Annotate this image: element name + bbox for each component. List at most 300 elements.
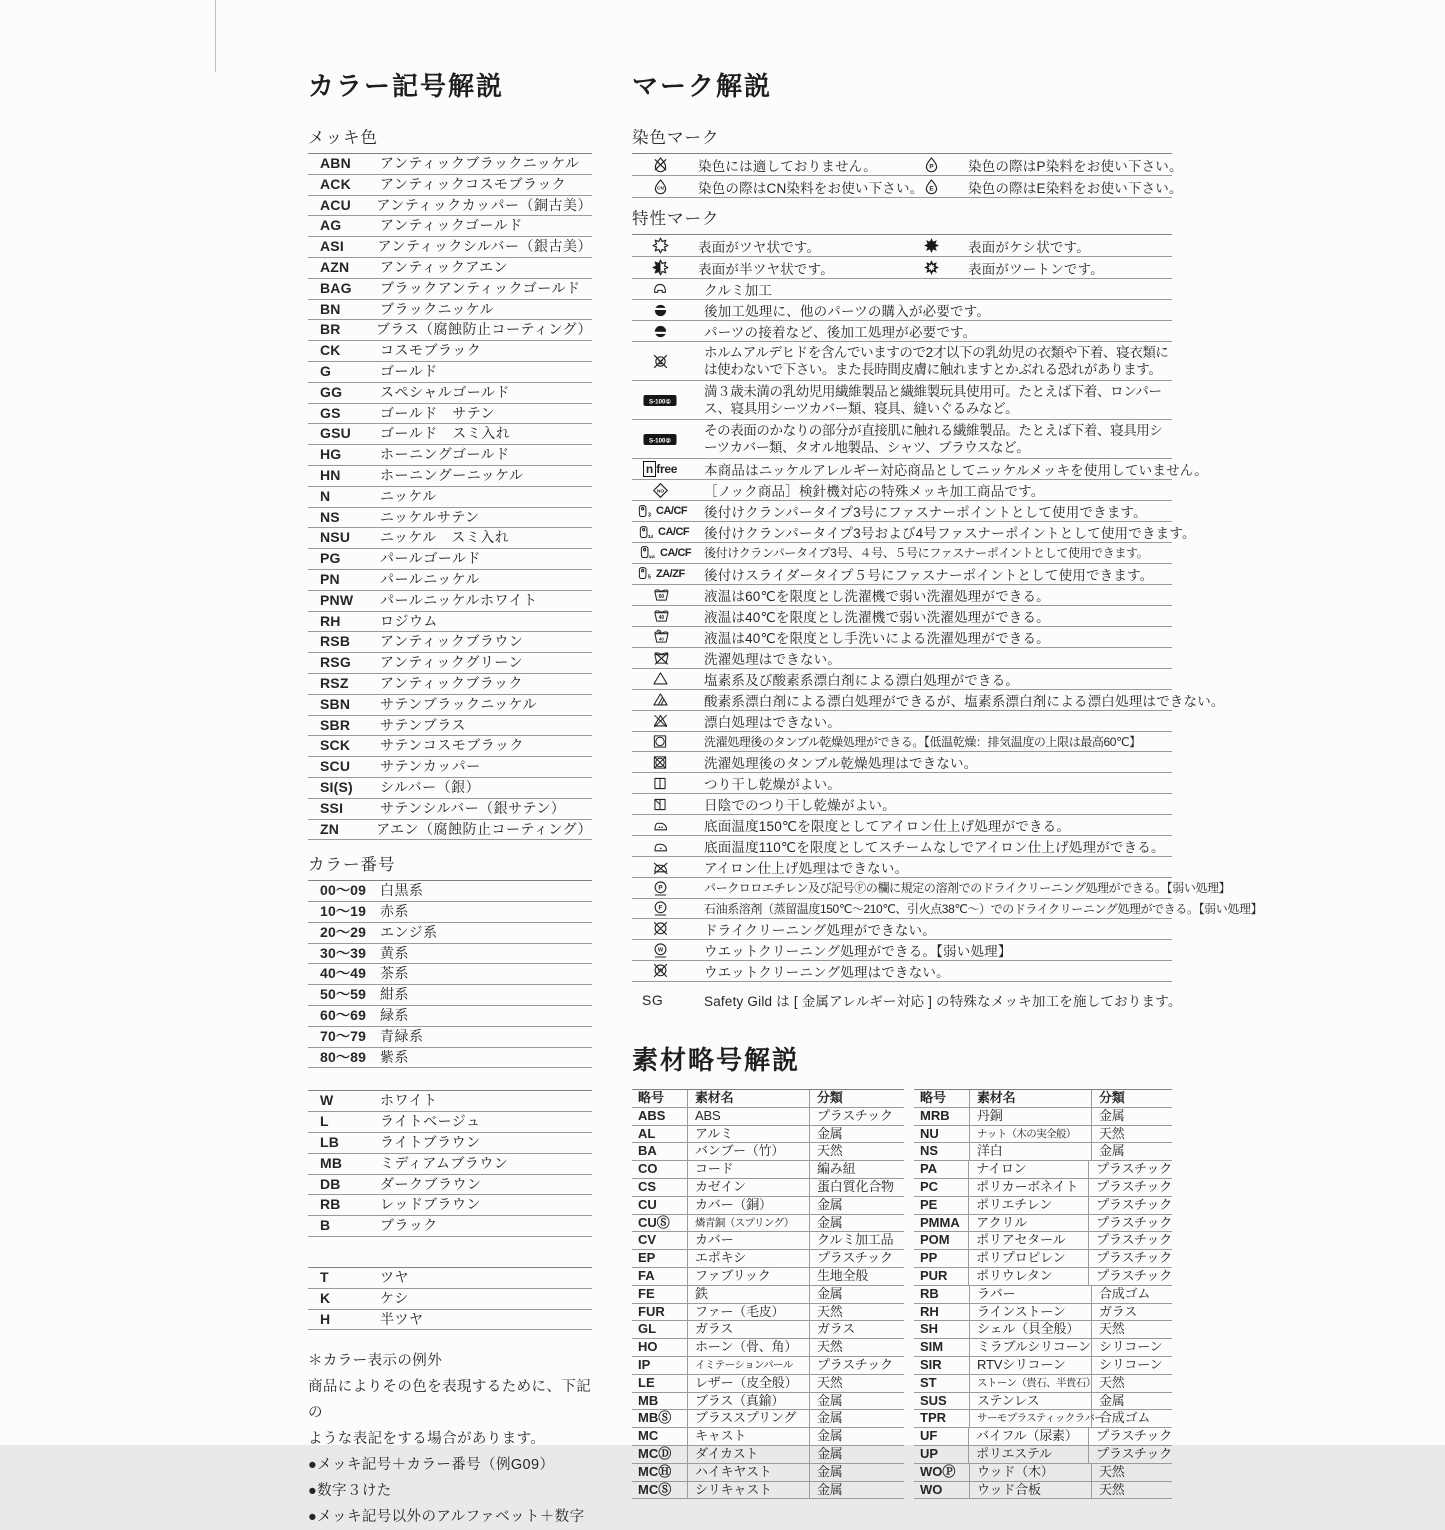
dye-mark-icon — [904, 178, 968, 195]
number-range: 80～89 — [320, 1048, 367, 1065]
trait-mark-icon — [632, 393, 704, 408]
color-name: ニッケル — [380, 487, 437, 504]
table-row — [632, 342, 1172, 381]
material-code: CO — [632, 1161, 688, 1178]
material-category: プラスチック — [1096, 1428, 1172, 1444]
color-code: SCK — [320, 737, 351, 754]
material-name: ウッド合板 — [970, 1482, 1092, 1499]
table-row — [914, 1393, 1172, 1411]
trait-mark-icon — [632, 432, 704, 447]
material-name: レザー（皮全般） — [688, 1375, 810, 1392]
table-row — [632, 480, 1172, 501]
table-row — [308, 799, 592, 820]
dye-mark-text: 染色の際はCN染料をお使い下さい。 — [698, 180, 924, 196]
material-category: プラスチック — [817, 1356, 893, 1372]
svg-text:40: 40 — [658, 636, 664, 642]
header-category: 分類 — [1099, 1090, 1125, 1105]
trait-mark-label: 特性マーク — [632, 210, 720, 228]
table-row — [308, 632, 592, 653]
footnote-line: ●メッキ記号以外のアルファベット＋数字 — [308, 1509, 585, 1526]
table-row — [914, 1428, 1172, 1446]
trait-mark-text: 表面がツートンです。 — [968, 261, 1104, 277]
trait-mark-text: 満３歳未満の乳幼児用繊維製品と繊維製玩具使用可。たとえば下着、ロンパース、寝具用シーツカバー類、寝具、縫いぐるみなど。 — [704, 384, 1162, 416]
material-category: ガラス — [1099, 1303, 1138, 1319]
material-category: プラスチック — [1096, 1178, 1172, 1194]
color-name: サテンコスモブラック — [380, 737, 525, 754]
finish-table — [308, 1267, 592, 1330]
material-code: CS — [632, 1179, 688, 1196]
color-family: 赤系 — [380, 903, 409, 920]
color-family: 白黒系 — [380, 882, 424, 899]
material-category: プラスチック — [1096, 1214, 1172, 1230]
material-name: ポリエチレン — [969, 1197, 1089, 1214]
svg-text:F: F — [658, 904, 662, 912]
trait-mark-text: 液温は40℃を限度とし手洗いによる洗濯処理ができる。 — [704, 630, 1050, 646]
material-code: SH — [914, 1321, 970, 1338]
material-name: カゼイン — [688, 1179, 810, 1196]
material-code: BA — [632, 1143, 688, 1160]
table-row — [632, 1179, 904, 1197]
table-row — [632, 176, 1183, 198]
material-code: MC — [632, 1428, 688, 1445]
color-name: レッドブラウン — [380, 1196, 481, 1213]
table-row — [632, 1286, 904, 1304]
table-row — [632, 1197, 904, 1215]
table-row — [308, 612, 592, 633]
material-category: プラスチック — [1096, 1445, 1172, 1461]
trait-mark-icon — [632, 963, 704, 979]
color-name: アンティックゴールド — [380, 217, 523, 234]
material-code: SIR — [914, 1357, 970, 1374]
table-row — [308, 1048, 592, 1069]
table-row — [632, 627, 1172, 648]
trait-mark-icon — [632, 504, 704, 519]
material-code: UP — [914, 1446, 969, 1463]
color-name: ゴールド — [380, 362, 438, 379]
color-name: パールゴールド — [380, 550, 481, 567]
material-name: ナット（木の実全般） — [970, 1126, 1092, 1143]
number-range: 10～19 — [320, 903, 367, 920]
material-name: サーモプラスティックラバー — [970, 1410, 1092, 1427]
table-row — [914, 1232, 1172, 1250]
table-row — [632, 1232, 904, 1250]
trait-mark-text: ドライクリーニング処理ができない。 — [704, 923, 936, 938]
material-rows — [914, 1108, 1172, 1500]
color-code: ZN — [320, 820, 340, 837]
trait-mark-icon — [632, 237, 698, 254]
dye-mark-text: 染色の際はE染料をお使い下さい。 — [968, 180, 1183, 196]
color-code: ACK — [320, 175, 351, 192]
material-category: 天然 — [817, 1374, 843, 1390]
color-name: アエン（腐蝕防止コーティング） — [376, 820, 592, 837]
table-row — [632, 1250, 904, 1268]
trait-mark-text: 表面がケシ状です。 — [968, 239, 1090, 255]
table-row — [914, 1357, 1172, 1375]
table-row — [632, 899, 1263, 920]
trait-mark-text: 漂白処理はできない。 — [704, 714, 841, 730]
trait-mark-text: アイロン仕上げ処理はできない。 — [704, 861, 909, 876]
table-row — [632, 1108, 904, 1126]
trait-mark-icon — [632, 650, 704, 665]
material-category: 金属 — [817, 1285, 843, 1301]
number-range: 40～49 — [320, 965, 367, 982]
table-row — [632, 1143, 904, 1161]
table-row — [308, 716, 592, 737]
table-row — [914, 1304, 1172, 1322]
sg-code: SG — [642, 992, 664, 1008]
color-name: アンティックコスモブラック — [380, 175, 567, 192]
color-name: ゴールド サテン — [380, 404, 496, 421]
color-code: G — [320, 362, 332, 379]
material-category: 金属 — [817, 1428, 843, 1444]
table-row — [914, 1179, 1172, 1197]
material-name: カバー — [688, 1232, 810, 1249]
table-row — [632, 1464, 904, 1482]
trait-mark-icon — [632, 942, 704, 958]
trait-mark-icon — [632, 860, 704, 875]
svg-text:NO: NO — [656, 488, 664, 494]
table-row — [308, 549, 592, 570]
footnote-line: ＊カラー表示の例外 — [308, 1353, 443, 1370]
material-code: NS — [914, 1143, 970, 1160]
material-code: AL — [632, 1126, 688, 1143]
material-category: プラスチック — [1096, 1161, 1172, 1177]
table-row — [308, 820, 592, 841]
svg-text:W: W — [657, 968, 663, 975]
finish-code: H — [320, 1310, 331, 1327]
material-code: PMMA — [914, 1215, 969, 1232]
table-row — [632, 1428, 904, 1446]
mark-column — [632, 66, 1263, 1499]
finish-code: T — [320, 1269, 329, 1286]
table-row — [308, 216, 592, 237]
table-row — [914, 1464, 1172, 1482]
color-name: アンティックシルバー（銀古美） — [377, 238, 592, 255]
material-code: IP — [632, 1357, 688, 1374]
plating-color-label: メッキ色 — [308, 129, 378, 147]
footnote-line: ●数字３けた — [308, 1483, 392, 1500]
table-row — [632, 1321, 904, 1339]
material-name: アルミ — [688, 1126, 810, 1143]
material-name: バンブー（竹） — [688, 1143, 810, 1160]
trait-mark-text: 表面がツヤ状です。 — [698, 239, 821, 255]
color-name: ホワイト — [380, 1092, 438, 1109]
material-name: イミテーションパール — [688, 1357, 810, 1374]
table-row — [914, 1375, 1172, 1393]
trait-mark-icon — [632, 566, 704, 581]
material-code: GL — [632, 1321, 688, 1338]
color-section-title: カラー記号解説 — [308, 71, 505, 101]
material-code: PUR — [914, 1268, 969, 1285]
material-name: ポリエステル — [969, 1446, 1089, 1463]
body-color-table — [308, 1090, 592, 1237]
table-row — [308, 237, 592, 258]
material-name: シリキャスト — [688, 1482, 810, 1499]
color-code: NSU — [320, 529, 351, 546]
table-row — [632, 154, 1183, 176]
material-code: POM — [914, 1232, 969, 1249]
table-row — [308, 196, 592, 217]
color-code: CK — [320, 342, 341, 359]
material-code: WO — [914, 1482, 970, 1499]
number-range: 60～69 — [320, 1007, 367, 1024]
table-row — [914, 1410, 1172, 1428]
finish-name: 半ツヤ — [380, 1310, 424, 1327]
material-category: 金属 — [817, 1410, 843, 1426]
material-category: 蛋白質化合物 — [817, 1178, 894, 1194]
table-row — [632, 564, 1172, 585]
table-row — [632, 459, 1208, 480]
material-name: 丹銅 — [970, 1108, 1092, 1125]
material-name: ミラブルシリコーン — [970, 1339, 1092, 1356]
trait-mark-icon — [632, 608, 704, 623]
trait-mark-icon — [632, 880, 704, 896]
table-row — [632, 878, 1231, 899]
trait-mark-icon — [632, 818, 704, 833]
color-code: RSZ — [320, 674, 349, 691]
material-name: ポリカーボネイト — [969, 1179, 1089, 1196]
table-row — [914, 1321, 1172, 1339]
table-row — [308, 1289, 592, 1310]
header-name: 素材名 — [688, 1090, 810, 1107]
material-category: 金属 — [817, 1392, 843, 1408]
material-category: シリコーン — [1099, 1356, 1163, 1372]
table-row — [914, 1143, 1172, 1161]
color-name: アンティックブラックニッケル — [380, 155, 580, 171]
material-category: シリコーン — [1099, 1339, 1163, 1355]
material-category: 合成ゴム — [1099, 1285, 1151, 1301]
material-name: バイフル（尿素） — [969, 1428, 1089, 1445]
color-name: アンティックブラウン — [380, 633, 524, 650]
table-row — [632, 501, 1172, 522]
material-code: LE — [632, 1375, 688, 1392]
trait-mark-text: 液温は60℃を限度とし洗濯機で弱い洗濯処理ができる。 — [704, 588, 1050, 604]
finish-code: K — [320, 1289, 331, 1306]
trait-mark-text: 塩素系及び酸素系漂白剤による漂白処理ができる。 — [704, 672, 1020, 688]
material-code: PE — [914, 1197, 969, 1214]
color-code: AG — [320, 217, 342, 234]
table-row — [632, 919, 1172, 940]
material-code: MCⒹ — [632, 1446, 688, 1463]
table-row — [308, 1133, 592, 1154]
table-row — [632, 711, 1172, 732]
trait-mark-icon — [632, 282, 704, 297]
table-row — [632, 381, 1172, 420]
material-table-right — [914, 1089, 1172, 1499]
material-name: ポリウレタン — [969, 1268, 1089, 1285]
dye-mark-icon — [632, 178, 698, 195]
dye-mark-text: 染色の際はP染料をお使い下さい。 — [968, 158, 1183, 174]
color-code: HG — [320, 446, 342, 463]
color-name: ブラックニッケル — [380, 300, 495, 317]
table-row — [308, 1268, 592, 1289]
material-name: ラインストーン — [970, 1304, 1092, 1321]
material-section-title: 素材略号解説 — [632, 1045, 801, 1075]
table-row — [632, 773, 1172, 794]
color-code: B — [320, 1217, 331, 1234]
color-family: エンジ系 — [380, 923, 438, 940]
material-name: RTVシリコーン — [970, 1357, 1092, 1374]
material-category: 金属 — [817, 1214, 843, 1230]
color-name: サテンカッパー — [380, 758, 481, 775]
material-category: 天然 — [817, 1303, 843, 1319]
table-row — [632, 1268, 904, 1286]
color-name: スペシャルゴールド — [380, 383, 510, 400]
material-code: PA — [914, 1161, 969, 1178]
trait-mark-text: 後加工処理に、他のパーツの購入が必要です。 — [704, 304, 991, 319]
color-name: アンティックブラック — [380, 674, 524, 691]
table-row — [308, 175, 592, 196]
table-row — [308, 300, 592, 321]
color-code-column — [308, 66, 592, 1530]
color-code: BN — [320, 300, 341, 317]
trait-mark-text: ［ノック商品］検針機対応の特殊メッキ加工商品です。 — [704, 484, 1045, 499]
trait-mark-icon — [632, 734, 704, 749]
material-code: UF — [914, 1428, 969, 1445]
color-family: 黄系 — [380, 944, 409, 961]
material-name: ウッド（木） — [970, 1464, 1092, 1481]
material-name: ナイロン — [969, 1161, 1089, 1178]
material-name: ファブリック — [688, 1268, 810, 1285]
table-row — [632, 1393, 904, 1411]
table-row — [632, 1410, 904, 1428]
table-row — [308, 320, 592, 341]
color-code: PG — [320, 550, 341, 567]
svg-text:W: W — [657, 947, 663, 954]
trait-mark-text: 日陰でのつり干し乾燥がよい。 — [704, 798, 896, 813]
svg-text:S-100②: S-100② — [648, 436, 672, 444]
color-name: ライトブラウン — [380, 1134, 481, 1151]
trait-mark-icon — [632, 353, 704, 370]
footnote-line: ●メッキ記号＋カラー番号（例G09） — [308, 1457, 555, 1474]
color-family: 緑系 — [380, 1007, 409, 1024]
color-name: コスモブラック — [380, 342, 482, 359]
material-category: 金属 — [817, 1196, 843, 1212]
material-code: SIM — [914, 1339, 970, 1356]
table-row — [308, 923, 592, 944]
table-row — [308, 424, 592, 445]
svg-text:P: P — [657, 884, 663, 892]
table-row — [632, 1339, 904, 1357]
material-category: ガラス — [817, 1321, 856, 1337]
color-name: ブラス（腐蝕防止コーティング） — [375, 321, 592, 338]
color-code: SBN — [320, 695, 351, 712]
table-row — [632, 669, 1172, 690]
color-family: 茶系 — [380, 965, 409, 982]
table-row — [308, 1195, 592, 1216]
color-name: サテンシルバー（銀サテン） — [380, 799, 566, 816]
table-row — [308, 404, 592, 425]
color-name: パールニッケル — [380, 570, 480, 587]
color-code: DB — [320, 1175, 341, 1192]
color-code: HN — [320, 466, 341, 483]
color-name: サテンブラス — [380, 716, 466, 733]
svg-text:S-100①: S-100① — [648, 397, 672, 405]
dye-mark-label: 染色マーク — [632, 129, 720, 147]
trait-mark-text: 洗濯処理はできない。 — [704, 651, 841, 667]
material-code: EP — [632, 1250, 688, 1267]
table-row — [308, 279, 592, 300]
table-row — [632, 257, 1172, 279]
trait-mark-text: 酸素系漂白剤による漂白処理ができるが、塩素系漂白剤による漂白処理はできない。 — [704, 693, 1225, 709]
mark-icon-label: CA/CF — [656, 505, 688, 517]
material-code: MCⓈ — [632, 1482, 688, 1499]
material-name: ファー（毛皮） — [688, 1304, 810, 1321]
header-name: 素材名 — [970, 1090, 1092, 1107]
table-row — [632, 235, 1172, 257]
color-name: ダークブラウン — [380, 1175, 482, 1192]
material-code: RH — [914, 1304, 970, 1321]
table-row — [632, 1375, 904, 1393]
scan-artifact-line — [215, 0, 216, 72]
table-row — [308, 778, 592, 799]
trait-mark-text: 後付けクランパータイプ3号および4号ファスナーポイントとして使用できます。 — [704, 526, 1196, 541]
table-row — [914, 1268, 1172, 1286]
color-code: PN — [320, 570, 340, 587]
table-row — [632, 752, 1172, 773]
trait-mark-icon — [632, 671, 704, 686]
trait-mark-text: ホルムアルデヒドを含んでいますので2才以下の乳幼児の衣類や下着、寝衣類には使わないで下さい。また長時間皮膚に触れますとかぶれる恐れがあります。 — [704, 345, 1169, 377]
material-name: ラバー — [970, 1286, 1092, 1303]
trait-mark-icon — [632, 324, 704, 339]
material-category: 天然 — [1099, 1125, 1125, 1141]
material-category: プラスチック — [1096, 1196, 1172, 1212]
color-family: 紺系 — [380, 986, 409, 1003]
material-code: PP — [914, 1250, 969, 1267]
table-row — [308, 757, 592, 778]
material-code: MCⒽ — [632, 1464, 688, 1481]
mark-icon-label: CA/CF — [658, 526, 690, 538]
trait-mark-text: ウエットクリーニング処理はできない。 — [704, 965, 950, 980]
material-category: プラスチック — [817, 1250, 893, 1266]
trait-mark-icon — [632, 797, 704, 812]
material-name: シェル（貝全般） — [970, 1321, 1092, 1338]
material-category: 天然 — [1099, 1481, 1125, 1497]
trait-mark-text: 石油系溶剤（蒸留温度150℃～210℃、引火点38℃～）でのドライクリーニング処理ができる。【弱い処理】 — [704, 901, 1263, 916]
trait-mark-text: 表面が半ツヤ状です。 — [698, 261, 834, 277]
table-row — [308, 1112, 592, 1133]
table-row — [914, 1161, 1172, 1179]
color-name: ゴールド スミ入れ — [380, 425, 511, 442]
table-row — [632, 543, 1172, 564]
color-family: 青緑系 — [380, 1027, 424, 1044]
color-name: アンティックカッパー（銅古美） — [376, 196, 592, 213]
table-row — [632, 690, 1225, 711]
table-row — [632, 585, 1172, 606]
material-name: ステンレス — [970, 1393, 1092, 1410]
table-row — [308, 154, 592, 175]
table-row — [914, 1446, 1172, 1464]
table-row — [632, 648, 1172, 669]
material-code: RB — [914, 1286, 970, 1303]
color-code: ACU — [320, 196, 351, 213]
material-name: コード — [688, 1161, 810, 1178]
material-code: MRB — [914, 1108, 970, 1125]
color-name: パールニッケルホワイト — [380, 591, 538, 608]
color-code: GSU — [320, 425, 351, 442]
material-category: 合成ゴム — [1099, 1410, 1151, 1426]
table-row — [308, 383, 592, 404]
trait-pair-table — [632, 234, 1172, 279]
color-code: W — [320, 1092, 334, 1109]
table-row — [308, 881, 592, 902]
finish-name: ケシ — [380, 1289, 409, 1306]
color-code: SCU — [320, 758, 351, 775]
number-range: 20～29 — [320, 923, 367, 940]
svg-text:P: P — [928, 163, 934, 171]
material-code: FUR — [632, 1304, 688, 1321]
trait-mark-icon — [632, 713, 704, 728]
